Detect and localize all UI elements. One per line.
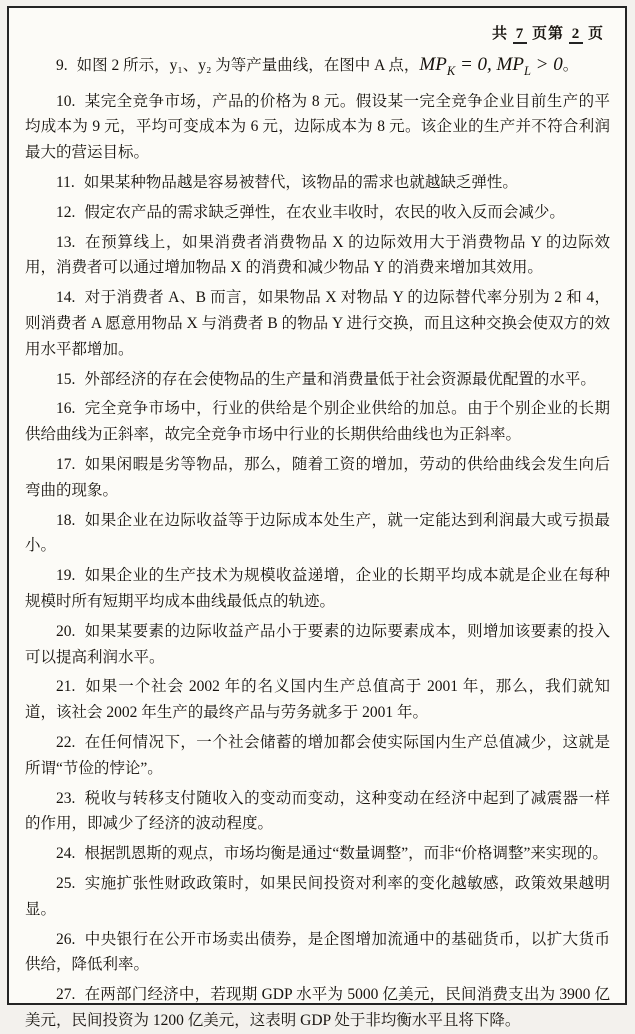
question-text: 如图 2 所示，y₁、y₂ 为等产量曲线，在图中 A 点， [76,57,420,74]
question-24 [25,841,610,867]
question-list [25,52,610,1034]
question-text: 某完全竞争市场，产品的价格为 8 元。假设某一完全竞争企业目前生产的平均成本为 9 元，平均可变成本为 6 元，边际成本为 8 元。该企业的生产并不符合利润最大的营运目标。 [25,92,610,162]
question-text: 如果某要素的边际收益产品小于要素的边际要素成本，则增加该要素的投入可以提高利润水平。 [25,622,610,666]
question-14 [25,285,610,362]
question-text: 如果一个社会 2002 年的名义国内生产总值高于 2001 年，那么，我们就知道，该社会 2002 年生产的最终产品与劳务就多于 2001 年。 [25,678,610,722]
question-25 [25,871,610,923]
document-page [7,6,627,1029]
question-12 [25,200,610,226]
question-text: 在任何情况下，一个社会储蓄的增加都会使实际国内生产总值减少，这就是所谓“节俭的悖论”。 [25,733,610,777]
question-23 [25,786,610,838]
question-number: 11. [56,173,75,191]
question-22 [25,730,610,782]
question-18 [25,508,610,560]
question-text: 如果闲暇是劣等物品，那么，随着工资的增加，劳动的供给曲线会发生向后弯曲的现象。 [25,455,610,499]
question-number: 18. [56,511,76,529]
question-text: 在两部门经济中，若现期 GDP 水平为 5000 亿美元，民间消费支出为 3900 亿美元，民间投资为 1200 亿美元，这表明 GDP 处于非均衡水平且将下降。 [25,986,610,1029]
question-text-tail: 。 [562,57,579,74]
page-header-prefix: 共 [491,26,508,42]
page-header-suffix: 页 [587,26,604,42]
question-20 [25,619,610,671]
question-number: 27. [56,986,76,1004]
question-number: 13. [56,233,76,251]
question-10 [25,89,610,166]
question-number: 19. [56,567,76,585]
question-text: 如果企业在边际收益等于边际成本处生产，就一定能达到利润最大或亏损最小。 [25,511,610,555]
question-number: 21. [56,678,76,696]
question-number: 16. [56,400,76,418]
question-text: 中央银行在公开市场卖出债券，是企图增加流通中的基础货币，以扩大货币供给，降低利率。 [25,930,610,974]
question-text: 完全竞争市场中，行业的供给是个别企业供给的加总。由于个别企业的长期供给曲线为正斜率，故完全竞争市场中行业的长期供给曲线也为正斜率。 [25,400,610,444]
question-text: 在预算线上，如果消费者消费物品 X 的边际效用大于消费物品 Y 的边际效用，消费者可以通过增加物品 X 的消费和减少物品 Y 的消费来增加其效用。 [25,233,610,277]
question-16 [25,396,610,448]
question-number: 9. [56,57,68,74]
question-number: 15. [56,370,76,388]
question-number: 23. [56,789,76,807]
total-pages: 7 [513,26,528,44]
question-text: 实施扩张性财政政策时，如果民间投资对利率的变化越敏感，政策效果越明显。 [25,874,610,918]
question-text: 假定农产品的需求缺乏弹性，在农业丰收时，农民的收入反而会减少。 [84,203,565,221]
marginal-product-formula: $MP_K = 0$, $MP_L > 0$ [419,54,563,78]
question-text: 税收与转移支付随收入的变动而变动，这种变动在经济中起到了减震器一样的作用，即减少了经济的波动程度。 [25,789,610,833]
question-number: 24. [56,845,76,863]
question-number: 22. [56,733,76,751]
page-header [25,22,604,43]
question-19 [25,563,610,615]
question-number: 26. [56,930,76,948]
question-13 [25,230,610,282]
question-number: 12. [56,203,76,221]
question-9 [25,52,610,85]
question-26 [25,927,610,979]
question-number: 20. [56,622,76,640]
question-15 [25,367,610,393]
question-text: 如果某种物品越是容易被替代，该物品的需求也就越缺乏弹性。 [83,173,518,191]
question-number: 14. [56,289,76,307]
question-text: 外部经济的存在会使物品的生产量和消费量低于社会资源最优配置的水平。 [84,370,596,388]
question-text: 如果企业的生产技术为规模收益递增，企业的长期平均成本就是企业在每种规模时所有短期平均成本曲线最低点的轨迹。 [25,567,610,610]
question-number: 10. [56,92,76,110]
question-text: 对于消费者 A、B 而言，如果物品 X 对物品 Y 的边际替代率分别为 2 和 4，则消费者 A 愿意用物品 X 与消费者 B 的物品 Y 进行交换，而且这种交换会使双方的效用水平都增加。 [25,289,610,358]
question-number: 17. [56,455,76,473]
question-11 [25,170,610,196]
question-number: 25. [56,874,76,892]
question-27 [25,982,610,1034]
current-page: 2 [569,26,584,44]
question-text: 根据凯恩斯的观点，市场均衡是通过“数量调整”，而非“价格调整”来实现的。 [84,845,608,863]
question-21 [25,674,610,726]
question-17 [25,452,610,504]
page-header-mid: 页第 [531,26,564,42]
